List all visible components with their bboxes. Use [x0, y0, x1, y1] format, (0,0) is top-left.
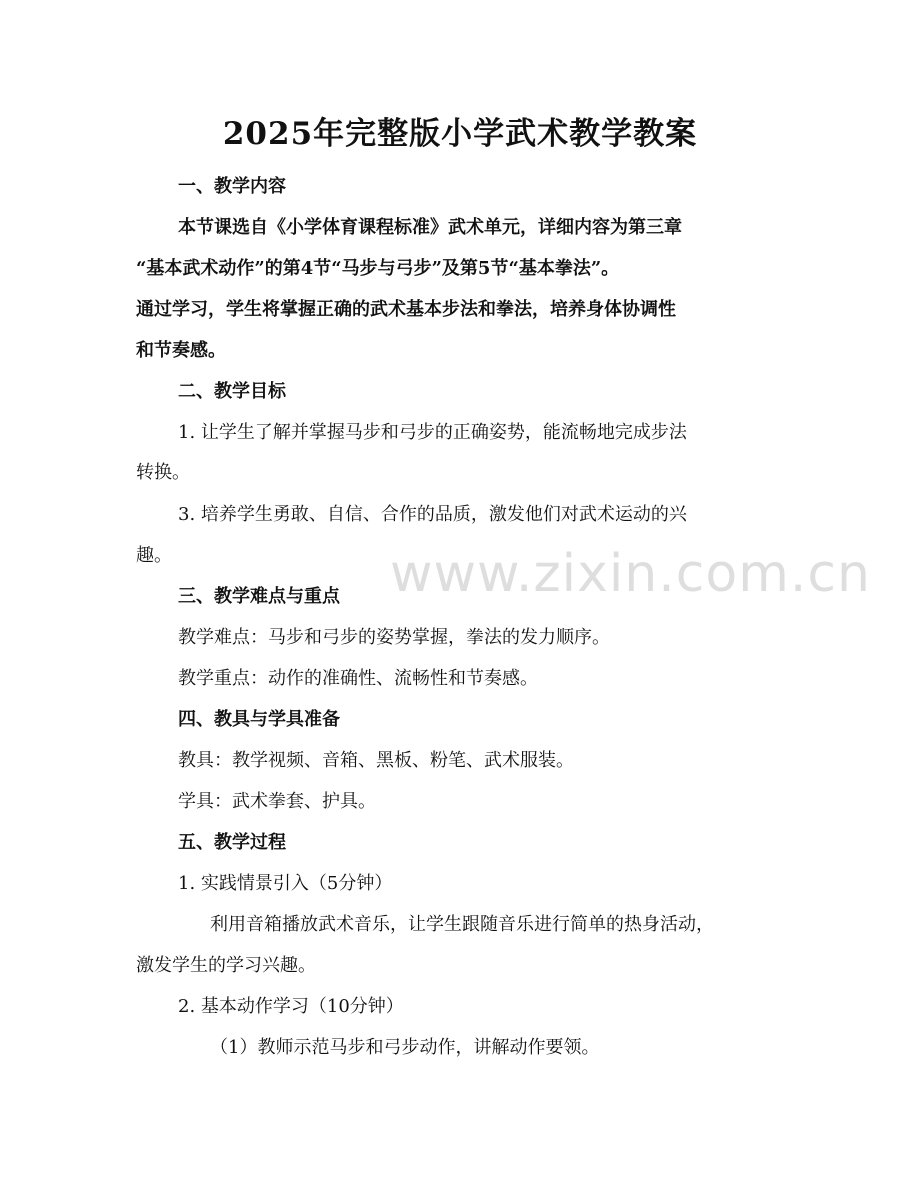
section-heading-process: 五、教学过程 [178, 832, 286, 853]
section-heading-materials: 四、教具与学具准备 [178, 709, 340, 730]
paragraph-line: 转换。 [136, 462, 190, 483]
document-title: 2025年完整版小学武术教学教案 [222, 116, 698, 152]
paragraph-line: 利用音箱播放武术音乐，让学生跟随音乐进行简单的热身活动， [210, 914, 714, 935]
paragraph-line: 激发学生的学习兴趣。 [136, 955, 316, 976]
paragraph-line: 3. 培养学生勇敢、自信、合作的品质，激发他们对武术运动的兴 [178, 504, 687, 525]
paragraph-line: 教学难点：马步和弓步的姿势掌握，拳法的发力顺序。 [178, 627, 610, 648]
paragraph-line: 趣。 [136, 545, 172, 566]
paragraph-line: 教学重点：动作的准确性、流畅性和节奏感。 [178, 668, 538, 689]
paragraph-line: 1. 实践情景引入（5分钟） [178, 873, 393, 894]
paragraph-line: 学具：武术拳套、护具。 [178, 791, 376, 812]
paragraph-line: 通过学习，学生将掌握正确的武术基本步法和拳法，培养身体协调性 [136, 299, 676, 320]
paragraph-line: 教具：教学视频、音箱、黑板、粉笔、武术服装。 [178, 750, 574, 771]
paragraph-line: 本节课选自《小学体育课程标准》武术单元，详细内容为第三章 [178, 217, 682, 238]
section-heading-key-points: 三、教学难点与重点 [178, 586, 340, 607]
paragraph-line: 2. 基本动作学习（10分钟） [178, 996, 404, 1017]
paragraph-line: （1）教师示范马步和弓步动作，讲解动作要领。 [210, 1037, 600, 1058]
paragraph-line: 1. 让学生了解并掌握马步和弓步的正确姿势，能流畅地完成步法 [178, 422, 687, 443]
section-heading-content: 一、教学内容 [178, 176, 286, 197]
watermark: www.zixin.com.cn [390, 544, 871, 604]
paragraph-line: “基本武术动作”的第4节“马步与弓步”及第5节“基本拳法”。 [136, 258, 620, 279]
paragraph-line: 和节奏感。 [136, 340, 226, 361]
section-heading-objectives: 二、教学目标 [178, 381, 286, 402]
